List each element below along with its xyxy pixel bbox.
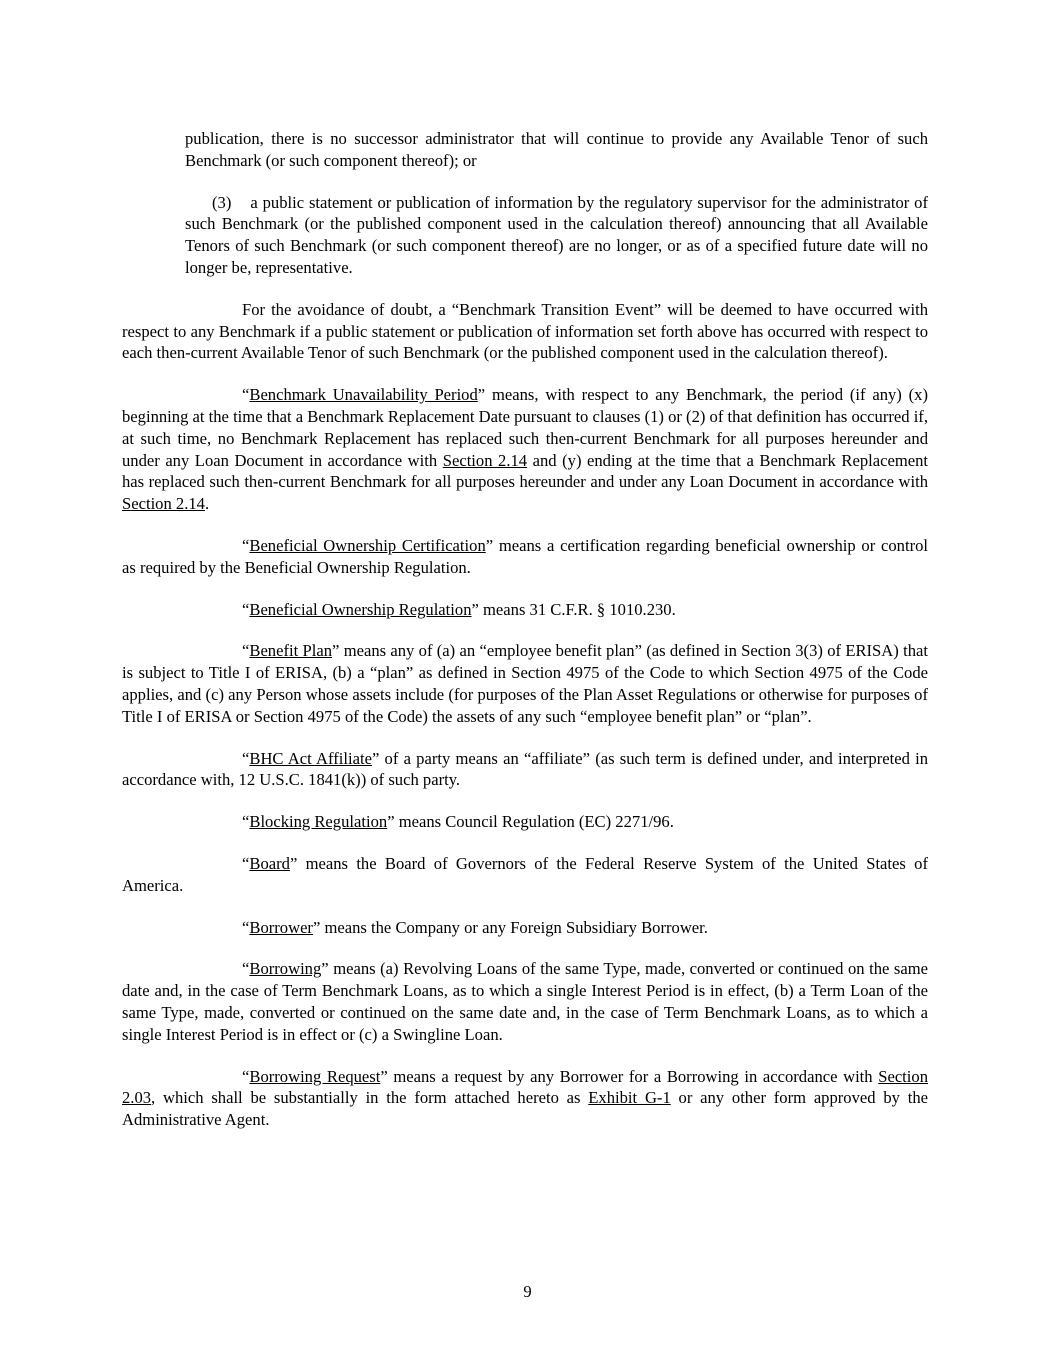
text-run: For the avoidance of doubt, a “Benchmark Transition Event” will be deemed to have occurred with respect to any Benchmark if a public statement or publication of information set forth above has occurred with respect to each then-current Available Tenor of such Benchmark (or the published component used in the calculation thereof). xyxy=(122,299,928,363)
text-run: ” means a request by any Borrower for a Borrowing in accordance with xyxy=(380,1066,879,1086)
paragraph xyxy=(122,535,928,579)
text-run: and (y) ending at the time that a Benchmark Replacement has replaced such then-current Benchmark for all purposes hereunder and under any Loan Document in accordance with xyxy=(122,450,929,492)
paragraph xyxy=(122,958,928,1045)
underlined-term: Section 2.14 xyxy=(122,494,205,514)
text-run: “ xyxy=(242,535,250,555)
underlined-term: BHC Act Affiliate xyxy=(249,748,372,768)
underlined-term: Section 2.14 xyxy=(442,450,528,470)
paragraph xyxy=(185,192,928,279)
text-run: , which shall be substantially in the form attached hereto as xyxy=(151,1088,589,1108)
paragraph xyxy=(122,917,928,939)
underlined-term: Benchmark Unavailability Period xyxy=(249,385,478,405)
text-run: “ xyxy=(242,1066,250,1086)
underlined-term: Borrowing xyxy=(249,959,322,979)
text-run: “ xyxy=(242,812,250,832)
underlined-term: Beneficial Ownership Regulation xyxy=(249,599,472,619)
document-body xyxy=(122,128,928,1151)
text-run: ” means the Company or any Foreign Subsidiary Borrower. xyxy=(312,917,708,937)
text-run: “ xyxy=(242,641,250,661)
page-footer xyxy=(0,1281,1055,1303)
text-run: a public statement or publication of information by the regulatory supervisor for the administrator of such Benchmark (or the published component used in the calculation thereof) announcing that all Available Tenors of such Benchmark (or such component thereof) are no longer, or as of a specified future date will no longer be, representative. xyxy=(185,192,928,277)
underlined-term: Board xyxy=(249,853,290,873)
text-run: or any other form approved by the Administrative Agent. xyxy=(122,1088,929,1130)
underlined-term: Borrower xyxy=(249,917,313,937)
underlined-term: Blocking Regulation xyxy=(249,812,388,832)
text-run: “ xyxy=(242,748,250,768)
paragraph xyxy=(122,384,928,515)
underlined-term: Section 2.03 xyxy=(122,1066,928,1108)
text-run: ” means 31 C.F.R. § 1010.230. xyxy=(471,599,676,619)
paragraph xyxy=(185,128,928,172)
text-run: ” means a certification regarding beneficial ownership or control as required by the Beneficial Ownership Regulation. xyxy=(122,535,928,577)
text-run: publication, there is no successor administrator that will continue to provide any Available Tenor of such Benchmark (or such component thereof); or xyxy=(185,129,928,170)
paragraph xyxy=(122,1066,928,1131)
underlined-term: Borrowing Request xyxy=(249,1066,381,1086)
underlined-term: Beneficial Ownership Certification xyxy=(249,535,486,555)
text-run: “ xyxy=(242,853,250,873)
paragraph xyxy=(122,748,928,792)
text-run: (3) xyxy=(212,192,232,212)
text-run: “ xyxy=(242,959,250,979)
paragraph xyxy=(122,640,928,727)
page-number: 9 xyxy=(523,1282,532,1301)
text-run: . xyxy=(204,494,210,514)
underlined-term: Benefit Plan xyxy=(249,641,333,661)
paragraph xyxy=(122,811,928,833)
text-run: “ xyxy=(242,917,250,937)
paragraph xyxy=(122,853,928,897)
text-run: ” means, with respect to any Benchmark, the period (if any) (x) beginning at the time that a Benchmark Replacement Date pursuant to clauses (1) or (2) of that definition has occurred if, at such time, no Benchmark Replacement has replaced such then-current Benchmark for all purposes hereunder and under any Loan Document in accordance with xyxy=(122,385,928,470)
underlined-term: Exhibit G-1 xyxy=(588,1088,671,1108)
text-run: “ xyxy=(242,599,250,619)
text-run: ” of a party means an “affiliate” (as such term is defined under, and interpreted in accordance with, 12 U.S.C. 1841(k)) of such party. xyxy=(122,748,928,790)
paragraph xyxy=(122,599,928,621)
text-run: “ xyxy=(242,385,250,405)
text-run: ” means (a) Revolving Loans of the same Type, made, converted or continued on the same date and, in the case of Term Benchmark Loans, as to which a single Interest Period is in effect, (b) a Term Loan of the same Type, made, converted or continued on the same date and, in the case of Term Benchmark Loans, as to which a single Interest Period is in effect or (c) a Swingline Loan. xyxy=(122,959,928,1044)
paragraph xyxy=(122,299,928,364)
text-run: ” means the Board of Governors of the Federal Reserve System of the United States of America. xyxy=(122,853,928,895)
text-run: ” means any of (a) an “employee benefit plan” (as defined in Section 3(3) of ERISA) that is subject to Title I of ERISA, (b) a “plan” as defined in Section 4975 of the Code to which Section 4975 of the Code applies, and (c) any Person whose assets include (for purposes of the Plan Asset Regulations or otherwise for purposes of Title I of ERISA or Section 4975 of the Code) the assets of any such “employee benefit plan” or “plan”. xyxy=(122,641,928,726)
text-run: ” means Council Regulation (EC) 2271/96. xyxy=(387,812,674,832)
